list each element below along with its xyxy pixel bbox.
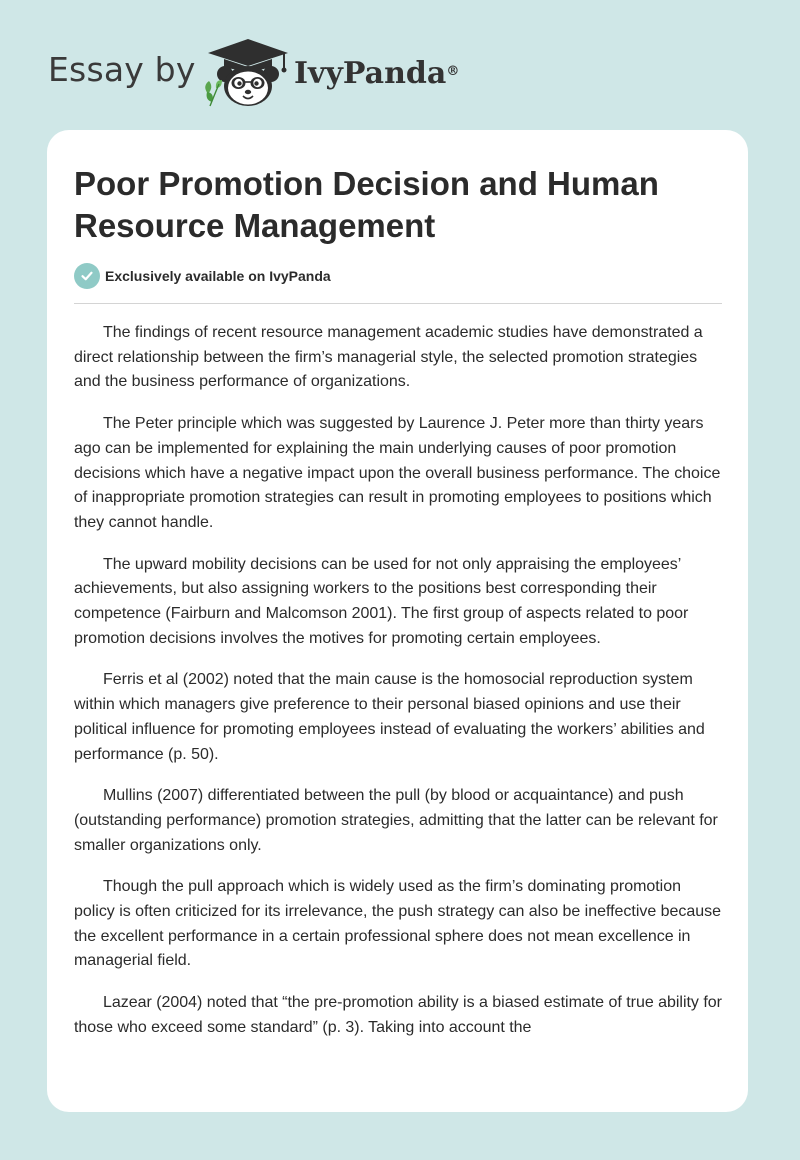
exclusive-badge-label: Exclusively available on IvyPanda [105,268,331,284]
paragraph: The findings of recent resource management academic studies have demonstrated a direct relationship between the firm’s managerial style, the selected promotion strategies and the business performance of organizations. [74,324,703,391]
essay-card [47,130,748,1112]
check-circle-icon [74,263,100,289]
essay-body [74,321,726,1058]
brand-text: IvyPanda [294,56,447,91]
divider [74,303,722,304]
paragraph: Lazear (2004) noted that “the pre-promotion ability is a biased estimate of true ability for those who exceed some standard” (p. 3). Taking into account the [74,994,722,1036]
brand-name[interactable] [294,54,459,94]
page-title: Poor Promotion Decision and Human Resource Management [74,165,659,244]
paragraph: Ferris et al (2002) noted that the main cause is the homosocial reproduction system within which managers give preference to their personal biased opinions and use their political influence for promoting employees instead of evaluating the workers’ abilities and performance (p. 50). [74,671,705,763]
site-header [0,0,800,120]
paragraph: Mullins (2007) differentiated between the pull (by blood or acquaintance) and push (outstanding performance) promotion strategies, admitting that the latter can be relevant for smaller organizations only. [74,787,718,854]
essay-by-label: Essay by [48,50,196,89]
exclusive-badge [74,263,331,289]
panda-graduate-logo-icon[interactable] [200,36,292,108]
paragraph: The upward mobility decisions can be used for not only appraising the employees’ achievements, but also assigning workers to the positions best corresponding their competence (Fairburn and Malcomson 2001). The first group of aspects related to poor promotion decisions involves the motives for promoting certain employees. [74,555,689,647]
registered-mark: ® [446,64,460,79]
paragraph: Though the pull approach which is widely used as the firm’s dominating promotion policy is often criticized for its irrelevance, the push strategy can also be ineffective because the excellent performance in a certain professional sphere does not mean excellence in managerial field. [74,878,721,970]
paragraph: The Peter principle which was suggested by Laurence J. Peter more than thirty years ago can be implemented for explaining the main underlying causes of poor promotion decisions which have a negative impact upon the overall business performance. The choice of inappropriate promotion strategies can result in promoting employees to positions which they cannot handle. [74,415,721,531]
